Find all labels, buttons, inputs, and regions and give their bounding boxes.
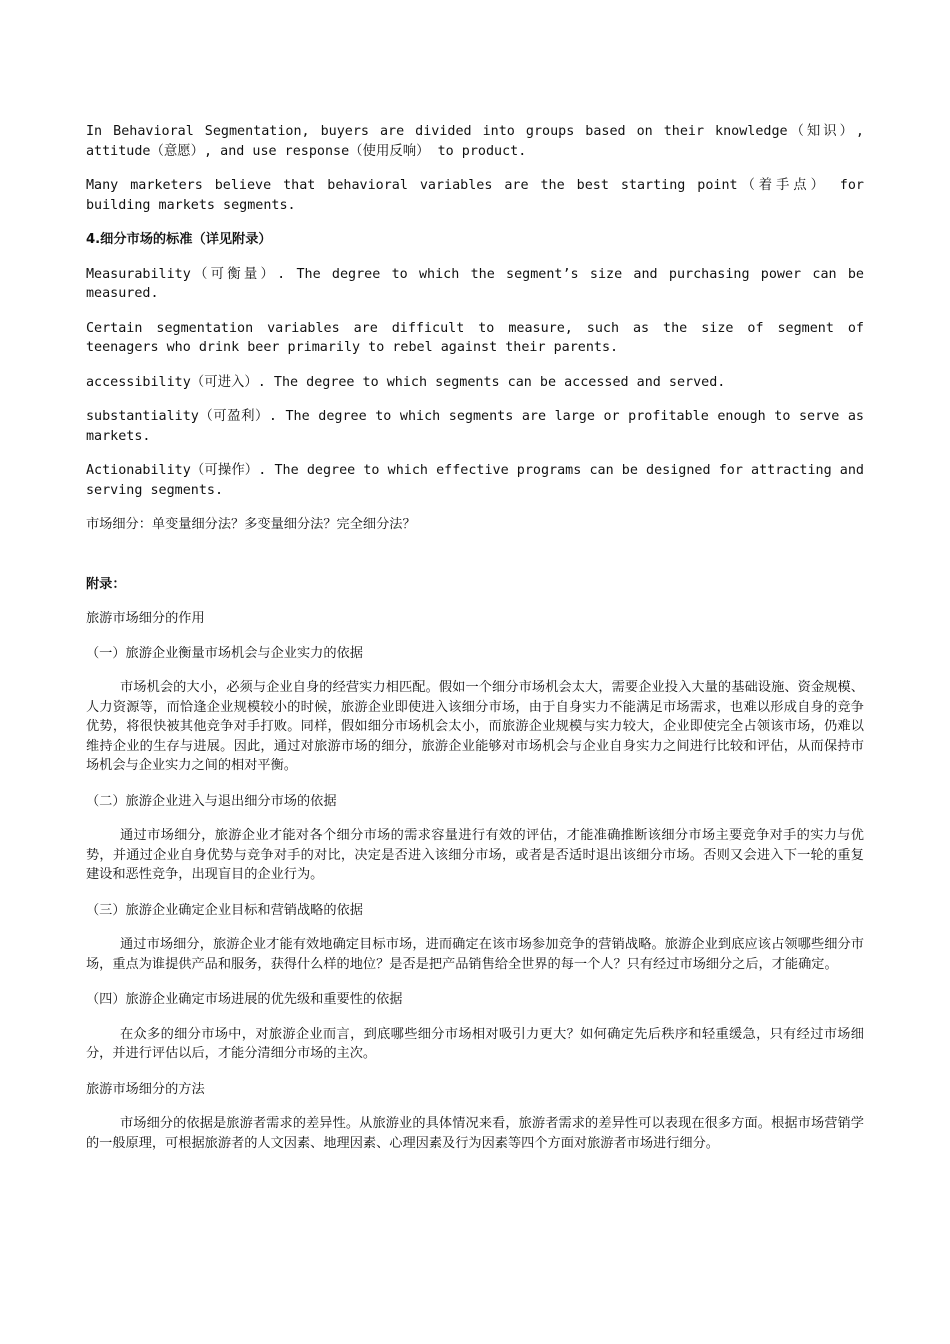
appendix-role-title: 旅游市场细分的作用 [86,611,205,626]
paragraph-measurability: Measurability（可衡量）. The degree to which the segment’s size and purchasing power can be measured. [86,266,864,301]
heading-segment-criteria: 4.细分市场的标准（详见附录） [86,232,272,247]
section-1-title: （一）旅游企业衡量市场机会与企业实力的依据 [86,645,363,661]
method-body: 市场细分的依据是旅游者需求的差异性。从旅游业的具体情况来看，旅游者需求的差异性可以表现在很多方面。根据市场营销学的一般原理，可根据旅游者的人文因素、地理因素、心理因素及行为因素等四个方面对旅游者市场进行细分。 [86,1116,864,1151]
section-3-title: （三）旅游企业确定企业目标和营销战略的依据 [86,902,363,918]
paragraph-accessibility: accessibility（可进入）. The degree to which segments can be accessed and served. [86,374,726,390]
paragraph-behavioral-segmentation: In Behavioral Segmentation, buyers are divided into groups based on their knowledge（知识）, attitude（意愿）, and use response（使用反响） to product. [86,124,864,159]
section-2-body: 通过市场细分，旅游企业才能对各个细分市场的需求容量进行有效的评估，才能准确推断该细分市场主要竞争对手的实力与优势，并通过企业自身优势与竞争对手的对比，决定是否进入该细分市场，或者是否适时退出该细分市场。否则又会进入下一轮的重复建设和恶性竞争，出现盲目的企业行为。 [86,828,864,882]
section-2-title: （二）旅游企业进入与退出细分市场的依据 [86,793,337,809]
paragraph-behavioral-variables: Many marketers believe that behavioral variables are the best starting point（着手点） for building markets segments. [86,178,864,213]
paragraph-actionability: Actionability（可操作）. The degree to which effective programs can be designed for attracting and serving segments. [86,463,864,498]
method-title: 旅游市场细分的方法 [86,1081,205,1097]
document-page [86,122,864,1168]
section-4-body: 在众多的细分市场中，对旅游企业而言，到底哪些细分市场相对吸引力更大？如何确定先后秩序和轻重缓急，只有经过市场细分，并进行评估以后，才能分清细分市场的主次。 [86,1026,864,1061]
section-3-body: 通过市场细分，旅游企业才能有效地确定目标市场，进而确定在该市场参加竞争的营销战略。旅游企业到底应该占领哪些细分市场，重点为谁提供产品和服务，获得什么样的地位？是否是把产品销售给全世界的每一个人？只有经过市场细分之后，才能确定。 [86,937,864,972]
section-4-title: （四）旅游企业确定市场进展的优先级和重要性的依据 [86,992,403,1007]
appendix-title: 附录： [86,576,126,592]
paragraph-substantiality: substantiality（可盈利）. The degree to which segments are large or profitable enough to serve as markets. [86,409,864,444]
paragraph-segmentation-methods-question: 市场细分：单变量细分法？多变量细分法？完全细分法？ [86,517,416,532]
paragraph-difficult-variables: Certain segmentation variables are difficult to measure, such as the size of segment of teenagers who drink beer primarily to rebel against their parents. [86,320,864,355]
section-1-body: 市场机会的大小，必须与企业自身的经营实力相匹配。假如一个细分市场机会太大，需要企业投入大量的基础设施、资金规模、人力资源等，而恰逢企业规模较小的时候，旅游企业即使进入该细分市场，由于自身实力不能满足市场需求，也难以形成自身的竞争优势，将很快被其他竞争对手打败。同样，假如细分市场机会太小，而旅游企业规模与实力较大，企业即使完全占领该市场，仍难以维持企业的生存与进展。因此，通过对旅游市场的细分，旅游企业能够对市场机会与企业自身实力之间进行比较和评估，从而保持市场机会与企业实力之间的相对平衡。 [86,680,864,773]
